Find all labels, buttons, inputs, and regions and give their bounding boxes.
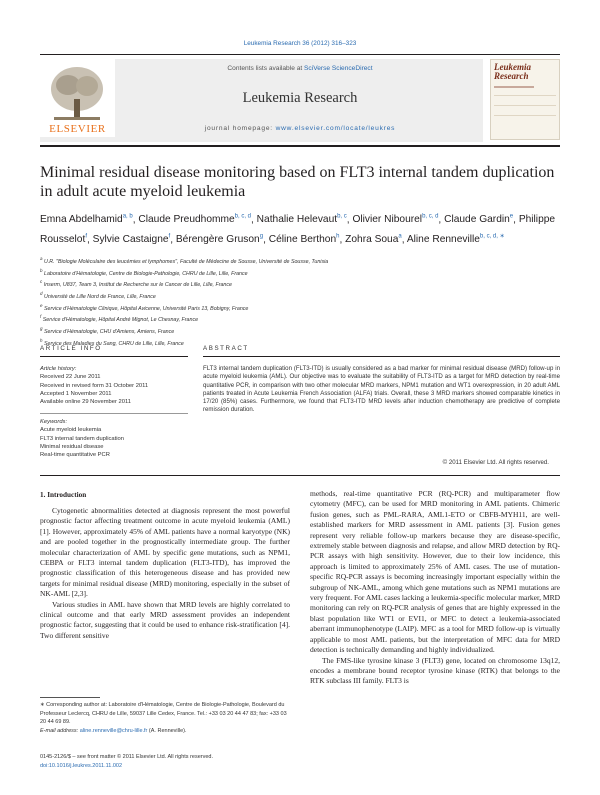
history-item: Accepted 1 November 2011 [40,390,112,397]
affiliation-item [40,290,560,302]
keywords-heading: Keywords: [40,419,68,425]
article-history-list [40,373,190,406]
header-top-rule [40,54,560,55]
email-link[interactable]: aline.renneville@chru-lille.fr [79,727,148,734]
author-affiliation-marks[interactable]: h [336,233,340,240]
author-name: Emna Abdelhamid [40,214,123,226]
cover-decoration [494,85,556,135]
author-affiliation-marks[interactable]: g [259,233,264,240]
author-name: Bérengère Gruson [175,234,260,246]
author [269,234,340,245]
affiliation-text: Service d'Hématologie Clinique, Hôpital Avicenne, Université Paris 13, Bobigny, France [44,305,249,312]
footnote-rule [40,697,100,698]
abstract-body: FLT3 internal tandem duplication (FLT3-ITD) is usually considered as a bad marker for minimal residual disease (MRD) follow-up in acute myeloid leukemia (AML). Our objective was to evaluate the suitability of FLT3-ITD as a target for MRD detection by real-time quantitative PCR, in comparison with two other molecular MRD markers, NPM1 mutation and WT1 overexpression, in 20 adult AML patients treated in Acute Leukemia French Association (ALFA) trials. Overall, these 3 MRD markers showed comparable kinetics in 17/20 (85%) cases. Furthermore, we found that FLT3-ITD MRD levels after induction chemotherapy are predictive of complete remission duration. [203,365,560,414]
article-title-line1: Minimal residual disease monitoring based on FLT3 internal tandem duplication [40,164,555,181]
author [345,234,402,245]
doi-link[interactable]: doi:10.1016/j.leukres.2011.11.002 [40,762,123,769]
affiliation-mark: g [40,326,43,332]
affiliation-mark: e [40,302,43,308]
affiliation-mark: f [40,314,42,320]
publisher-logo-text: ELSEVIER [49,123,106,135]
author-name: Céline Berthon [268,234,337,246]
issn-line: 0145-2126/$ – see front matter © 2011 Elsevier Ltd. All rights reserved. [40,754,214,760]
affiliation-item [40,302,560,314]
abstract-heading: ABSTRACT [203,345,249,352]
author [93,234,171,245]
author-affiliation-marks[interactable]: e [509,214,514,220]
author [444,214,513,225]
author-affiliation-marks[interactable]: a [398,233,402,240]
homepage-prefix: journal homepage: [204,125,276,132]
journal-title: Leukemia Research [242,90,358,106]
abstract-bottom-rule [40,475,560,476]
author-affiliation-marks[interactable]: f [85,233,87,240]
page-footer [40,753,213,770]
introduction-heading: 1. Introduction [40,491,87,499]
author-list: Emna Abdelhamid$^{a, b}$, Claude Preudhomme$^{b, c, d}$, Nathalie Helevaut$^{b, c}$, Olivier Nibourel$^{b, c, d}$, Claude Gardin$^e$, Philippe Rousselot$^f$, Sylvie Castaigne$^f$, Bérengère Gruson$^g$, Céline Berthon$^h$, Zohra Soua$^a$, Aline Renneville$^{b, c, d, ∗}$ [40,214,556,246]
author-name: Aline Renneville [406,234,480,246]
header-bottom-rule [40,145,560,147]
history-item: Received in revised form 31 October 2011 [40,382,149,389]
author [352,214,438,225]
author-affiliation-marks[interactable]: f [168,233,171,240]
author-name: Sylvie Castaigne [92,234,169,246]
author-affiliation-marks[interactable]: b, c, d [234,214,251,220]
intro-paragraph-2: Various studies in AML have shown that MRD levels are highly correlated to clinical outcome and that early MRD assessment provides an independent prognostic factor, suggesting that it could be used to enhance risk-stratification [4]. Two different sensitive [40,599,290,640]
article-title-line2: in adult acute myeloid leukemia [40,183,246,200]
affiliation-list [40,255,560,348]
author-name: Claude Preudhomme [138,214,235,226]
affiliation-text: Service d'Hématologie, Hôpital André Mignot, Le Chesnay, France [42,317,199,324]
email-suffix: (A. Renneville). [147,727,187,734]
author-name: Claude Gardin [444,214,510,226]
affiliation-item [40,278,560,290]
cover-title-line1: Leukemia [494,62,531,72]
corresponding-author-note: ∗ Corresponding author at: Laboratoire d'Hématologie, Centre de Biologie-Pathologie, Boulevard du Professeur Leclercq, CHRU de Lille, 59037 Lille Cedex, France. Tel.: +33 03 20 44 47 83; fax: +33 03 20 44 69 89. [40,702,287,725]
email-note [40,727,290,736]
author-name: Nathalie Helevaut [256,214,338,226]
author [138,214,251,225]
contents-prefix: Contents lists available at [227,65,305,72]
affiliation-text: Service d'Hématologie, CHU d'Amiens, Amiens, France [44,328,175,335]
author-name: Philippe Rousselot [40,214,556,246]
intro-paragraph-4: The FMS-like tyrosine kinase 3 (FLT3) gene, located on chromosome 13q12, encodes a membrane bound receptor tyrosine kinase (RTK) that belongs to the RTK subclass III family. FLT3 is [310,655,560,686]
author-affiliation-marks[interactable]: b, c [337,214,347,220]
article-info-rule [40,356,188,357]
cover-title-line2: Research [494,71,529,81]
history-item: Available online 29 November 2011 [40,399,131,406]
author [407,234,505,245]
article-info-heading: ARTICLE INFO [40,345,102,352]
history-item: Received 22 June 2011 [40,374,101,381]
cover-title [494,63,556,81]
keywords-block [40,418,190,459]
sciencedirect-link[interactable]: SciVerse ScienceDirect [304,65,373,72]
author [176,234,263,245]
affiliation-item [40,325,560,337]
affiliation-item [40,337,560,349]
left-column [40,506,290,641]
homepage-link[interactable]: www.elsevier.com/locate/leukres [275,125,396,132]
keyword-item: Acute myeloid leukemia [40,427,102,434]
author [40,214,133,225]
article-history [40,365,190,406]
affiliation-text: Inserm, U837, Team 3, Institut de Recherche sur le Cancer de Lille, Lille, France [43,282,232,289]
affiliation-text: Laboratoire d'Hématologie, Centre de Biologie-Pathologie, CHRU de Lille, Lille, France [44,270,248,277]
affiliation-text: Université de Lille Nord de France, Lille, France [44,293,156,300]
affiliation-mark: a [40,256,43,261]
affiliation-item [40,255,560,267]
affiliation-text: Service des Maladies du Sang, CHRU de Lille, Lille, France [44,340,184,347]
article-history-heading: Article history: [40,366,77,372]
affiliation-item [40,267,560,279]
intro-paragraph-1: Cytogenetic abnormalities detected at diagnosis represent the most powerful prognostic factor affecting treatment outcome in acute myeloid leukemia (AML) [1]. However, approximately 45% of AML patients have a normal karyotype (NK) and are pooled together in the prognostically intermediate group. The further molecular characterization of AML by specific gene mutations, such as NPM1, CEBPA or FLT3 internal tandem duplication (FLT3-ITD), has improved the prognostic classification of this heterogeneous disease and has provided new targets for minimal residual disease (MRD) monitoring, especially in the subset of NK-AML [2,3]. [40,506,290,599]
affiliation-mark: c [40,279,43,285]
affiliation-item [40,313,560,325]
affiliation-text: U.R. "Biologie Moléculaire des leucémies et lymphomes", Faculté de Médecine de Sousse, Université de Sousse, Tunisia [44,258,329,265]
keyword-item: Minimal residual disease [40,443,104,450]
affiliation-mark: h [40,337,43,343]
intro-paragraph-3: methods, real-time quantitative PCR (RQ-PCR) and multiparameter flow cytometry (MFC), can be used for MRD monitoring in AML patients. Chimeric fusion genes, such as PML-RARA, AML1-ETO or CBFB-MYH11, are well-established markers for MRD assessment in AML patients [3]. Fusion genes represent very reliable follow-up markers because they are disease-specific, extremely stable between diagnosis and relapse, and allow MRD detection by RQ-PCR assays with high sensitivity. However, due to their low incidence, this approach is limited to approximately 25% of AML cases. The use of mutation-specific RQ-PCR assays is becoming increasingly important especially within the subgroup of NK-AML, among which gene mutations such as NPM1 mutations are very frequent. For AML cases lacking a leukemia-specific molecular marker, MRD monitoring can rely on RQ-PCR analysis of genes that are highly expressed in the blast population like WT1 or EVI1, or MFC to detect a leukemia-associated aberrant immunophenotype (LAIP). MFC as a tool for MRD follow-up is virtually applicable to most AML patients, but the interpretation of MFC data for MRD detection is technically demanding and highly individualized. [310,489,560,655]
author-affiliation-marks[interactable]: b, c, d [422,214,439,220]
author-name: Olivier Nibourel [352,214,423,226]
keyword-item: FLT3 internal tandem duplication [40,435,124,442]
keyword-item: Real-time quantitative PCR [40,452,110,459]
author-affiliation-marks[interactable]: a, b [122,214,133,220]
article-title [40,163,560,201]
affiliation-mark: d [40,291,43,297]
right-column [310,489,560,687]
author [257,214,347,225]
article-info-divider [40,413,188,414]
email-label: E-mail address: [40,727,80,734]
abstract-rule [203,356,560,357]
journal-citation[interactable]: Leukemia Research 36 (2012) 316–323 [243,40,357,47]
author-affiliation-marks[interactable]: b, c, d, ∗ [479,233,505,240]
keyword-list [40,426,190,459]
corresponding-footnote [40,701,290,735]
affiliation-mark: b [40,267,43,273]
copyright-notice: © 2011 Elsevier Ltd. All rights reserved. [442,459,549,466]
author-name: Zohra Soua [345,234,399,246]
